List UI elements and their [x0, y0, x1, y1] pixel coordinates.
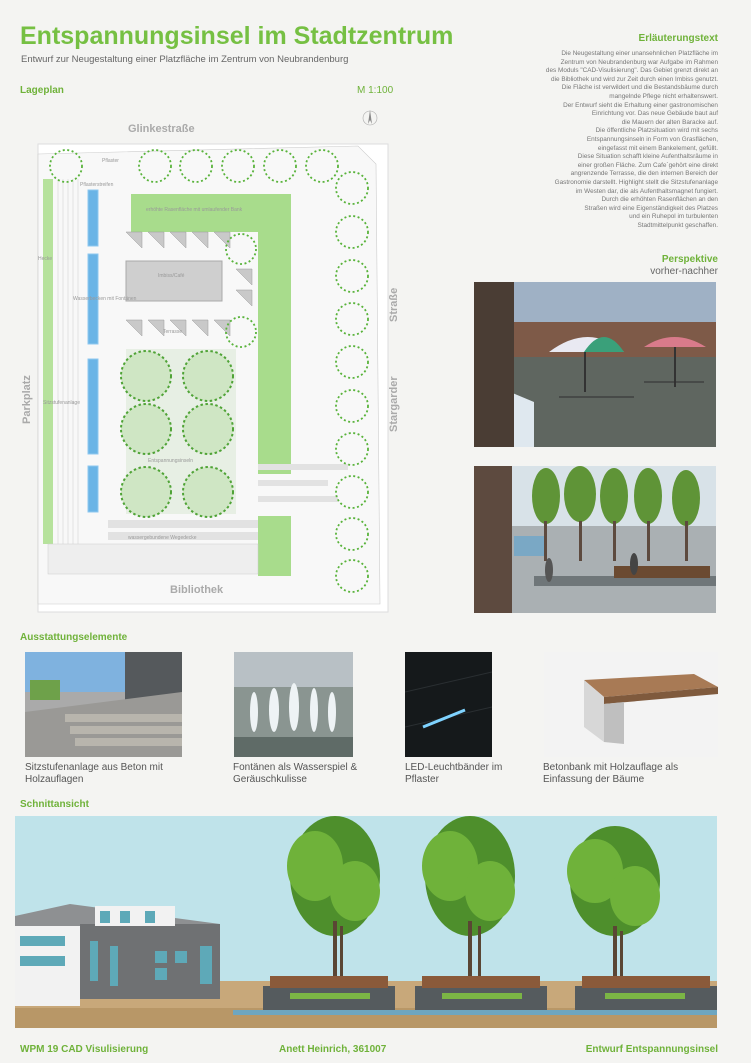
footer-left: WPM 19 CAD Visulisierung	[20, 1044, 149, 1055]
ausstattung-heading: Ausstattungselemente	[20, 632, 128, 643]
erlaeuterung-heading: Erläuterungstext	[638, 33, 718, 44]
caption-sitzstufen: Sitzstufenanlage aus Beton mit Holzauflagen	[25, 762, 163, 785]
label-entspannung: Entspannungsinseln	[148, 458, 194, 464]
render-after	[474, 466, 716, 613]
street-east-2: Stargarder	[388, 376, 400, 432]
footer-center: Anett Heinrich, 361007	[279, 1044, 387, 1055]
lageplan-heading: Lageplan	[20, 85, 64, 96]
erlaeuterung-body: Die Neugestaltung einer unansehnlichen Platzfläche im Zentrum von Neubrandenburg war Aufgabe im Rahmen des Moduls "CAD-Visulisierung". Das Gebiet grenzt direkt an die Bibliothek und wird zur Zeit durch einen Imbiss genutzt. Die Fläche ist verwildert und die Bestandsbäume durch mangelnde Pflege nicht erhaltenswert. Der Entwurf sieht die Erhaltung einer gastronomischen Einrichtung vor. Das neue Gebäude baut auf die Mauern der alten Baracke auf. Die öffentliche Platzsituation wird mit sechs Entspannungsinseln in Form von Grasflächen, eingefasst mit einem Bankelement, gefüllt. Diese Situation schafft kleine Aufenthaltsräume in einer großen Fläche. Zum Cafe´gehört eine direkt angrenzende Terrasse, die den internen Bereich der Gastronomie darstellt. Highlight stellt die Sitzstufenanlage im Westen dar, die als Aufenthaltsmagnet fungiert. Durch die erhöhten Rasenflächen an den Straßen wird eine Eigenständigkeit des Platzes und ein Ruhepol im turbulenten Stadtmittelpunkt geschaffen.	[545, 50, 718, 229]
perspektive-sub: vorher-nachher	[650, 266, 718, 277]
north-arrow-icon	[363, 110, 377, 125]
render-bank	[544, 652, 718, 757]
label-pflasterstreifen: Pflasterstreifen	[80, 182, 114, 188]
photo-sitzstufen	[25, 652, 182, 757]
photo-fontaenen	[234, 652, 353, 757]
caption-fontaenen: Fontänen als Wasserspiel & Geräuschkulisse	[233, 762, 358, 785]
caption-bank: Betonbank mit Holzauflage als Einfassung der Bäume	[543, 762, 679, 785]
schnitt-heading: Schnittansicht	[20, 799, 89, 810]
street-east-1: Straße	[388, 287, 400, 322]
label-imbiss: Imbiss/Café	[158, 273, 185, 279]
label-rasen: erhöhte Rasenfläche mit umlaufender Bank	[146, 207, 243, 213]
label-pflaster: Pflaster	[102, 158, 119, 164]
label-wasserbecken: Wasserbecken mit Fontänen	[73, 296, 137, 302]
label-terrasse: Terrasse	[163, 329, 183, 335]
footer-right: Entwurf Entspannungsinsel	[585, 1044, 718, 1055]
page-title: Entspannungsinsel im Stadtzentrum	[20, 22, 454, 50]
street-west: Parkplatz	[21, 375, 33, 424]
caption-led: LED-Leuchtbänder im Pflaster	[405, 762, 503, 785]
page-subtitle: Entwurf zur Neugestaltung einer Platzfläche im Zentrum von Neubrandenburg	[21, 54, 349, 65]
perspektive-heading: Perspektive	[661, 254, 718, 265]
site-plan	[18, 104, 466, 614]
label-hecke: Hecke	[38, 256, 53, 262]
label-wegedecke: wassergebundene Wegedecke	[128, 535, 197, 541]
section-view	[15, 816, 717, 1028]
label-sitzstufen: Sitzstufenanlage	[43, 400, 80, 406]
street-south: Bibliothek	[170, 584, 224, 596]
photo-before	[474, 282, 716, 447]
photo-led	[405, 652, 492, 757]
scale-label: M 1:100	[357, 85, 394, 96]
street-north: Glinkestraße	[128, 123, 195, 135]
